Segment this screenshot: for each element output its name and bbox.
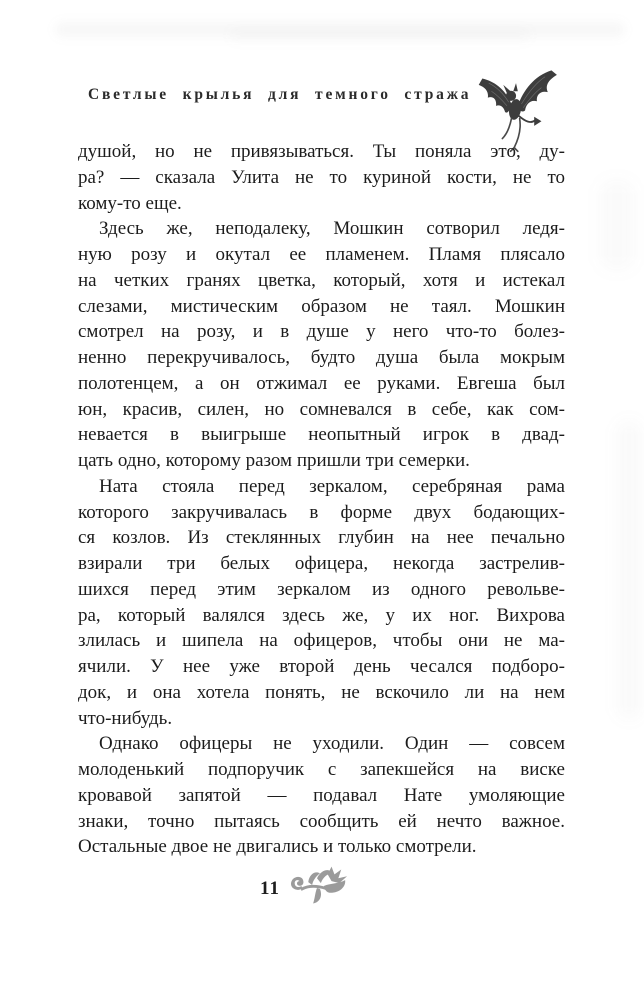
text-line: док, и она хотела понять, не вскочило ли на нем (78, 681, 565, 703)
page-footer (260, 866, 349, 906)
text-line: злилась и шипела на офицеров, чтобы они не ма- (78, 630, 565, 652)
text-line: взирали три белых офицера, некогда застрелив- (78, 553, 565, 574)
text-line: кровавой запятой — подавал Нате умоляющие (78, 784, 565, 806)
text-line: душой, но не привязываться. Ты поняла это, ду- (78, 141, 565, 162)
paragraph (78, 216, 565, 474)
text-line: молоденький подпоручик с запекшейся на виске (78, 759, 565, 780)
scan-artifact (616, 420, 642, 720)
page-number: 11 (260, 878, 280, 899)
text-line: юн, красив, силен, но сомневался в себе, как сом- (78, 398, 565, 420)
text-line: Однако офицеры не уходили. Один — совсем (99, 733, 565, 755)
text-line: полотенцем, а он отжимал ее руками. Евгеша был (78, 372, 565, 394)
text-line: ненно перекручивалось, будто душа была мокрым (78, 347, 565, 368)
scan-artifact (55, 22, 625, 37)
text-line: смотрел на розу, и в душе у него что-то болез- (78, 321, 565, 343)
text-line: Здесь же, неподалеку, Мошкин сотворил ледя- (99, 218, 565, 240)
text-line: невается в выигрыше неопытный игрок в двад- (78, 424, 565, 446)
paragraph (78, 474, 565, 732)
text-line: цать одно, которому разом пришли три семерки. (78, 450, 470, 471)
text-line: Остальные двое не двигались и только смотрели. (78, 836, 477, 858)
paragraph (78, 139, 565, 216)
text-line: на четких гранях цветка, который, хотя и истекал (78, 269, 565, 291)
text-line: что-нибудь. (78, 707, 173, 729)
text-line: ячили. У нее уже второй день чесался подборо- (78, 656, 565, 677)
text-line: кому-то еще. (78, 192, 182, 214)
text-line: которого закручивалась в форме двух бодающих- (78, 501, 565, 523)
text-line: ся козлов. Из стеклянных глубин на нее печально (78, 527, 565, 549)
leaf-flourish-icon (285, 866, 349, 906)
text-line: ра? — сказала Улита не то куриной кости, не то (78, 166, 565, 188)
scan-artifact (230, 30, 530, 40)
text-line: шихся перед этим зеркалом из одного револьве- (78, 578, 565, 600)
text-line: знаки, точно пытаясь сообщить ей нечто важное. (78, 810, 565, 832)
text-line: ную розу и окутал ее пламенем. Пламя плясало (78, 244, 565, 265)
text-line: ра, который валялся здесь же, у их ног. Вихрова (78, 604, 565, 626)
running-header-title: Светлые крылья для темного стража (88, 86, 472, 103)
text-line: слезами, мистическим образом не таял. Мошкин (78, 295, 565, 317)
body-text (78, 139, 565, 860)
paragraph (78, 731, 565, 860)
scan-artifact (600, 180, 634, 270)
text-line: Ната стояла перед зеркалом, серебряная рама (99, 475, 565, 497)
